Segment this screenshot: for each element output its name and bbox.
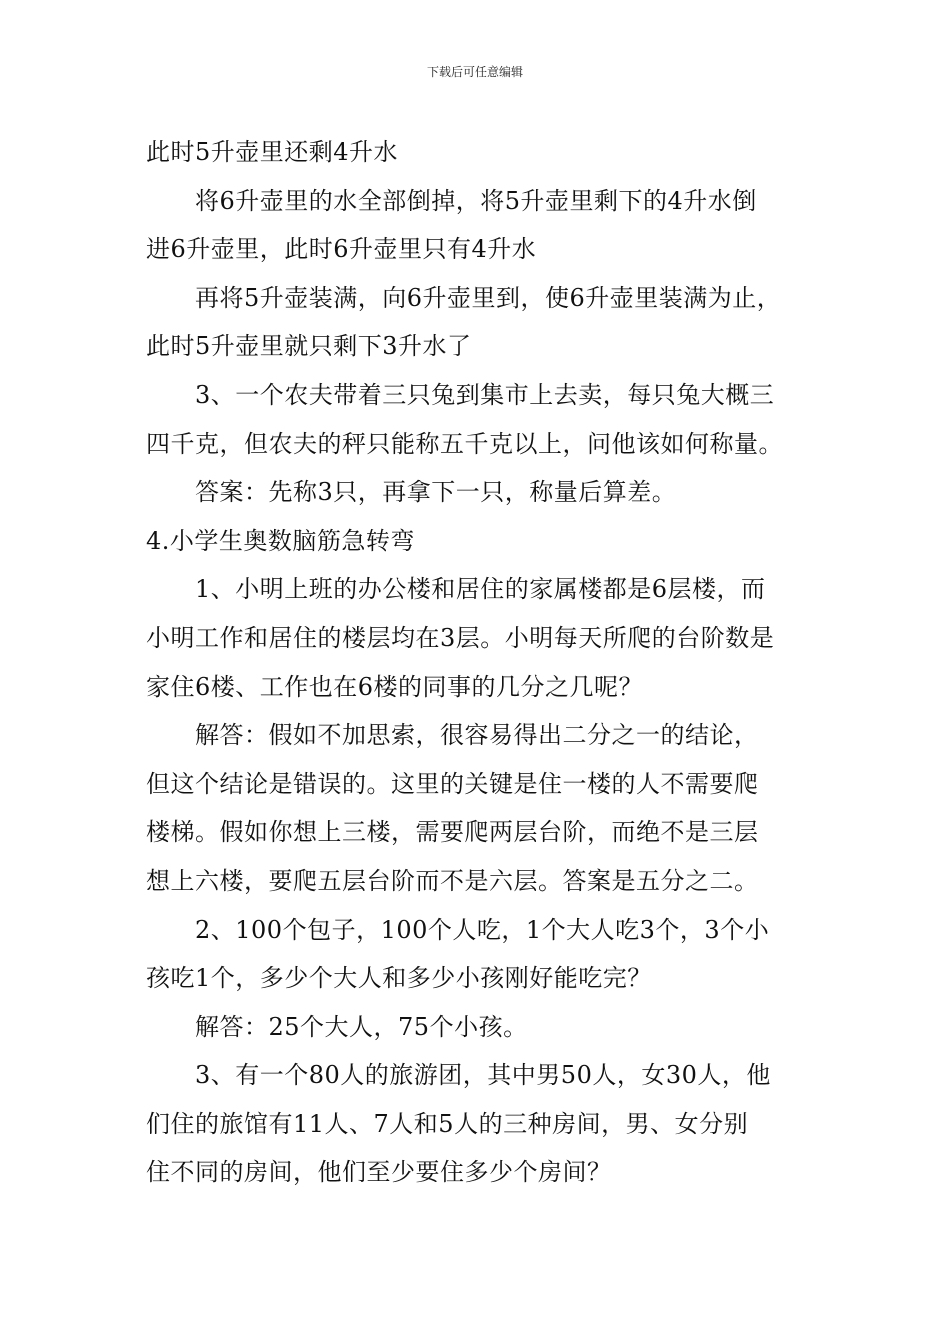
text-line: 家住6楼、工作也在6楼的同事的几分之几呢？ — [146, 672, 644, 701]
answer-line: 解答：假如不加思索，很容易得出二分之一的结论， — [195, 721, 759, 750]
section-heading: 4.小学生奥数脑筋急转弯 — [146, 526, 415, 555]
text-line: 住不同的房间，他们至少要住多少个房间？ — [146, 1158, 612, 1187]
text-line: 孩吃1个，多少个大人和多少小孩刚好能吃完？ — [146, 964, 652, 993]
page-header: 下载后可任意编辑 — [426, 65, 523, 79]
answer-line: 解答：25个大人，75个小孩。 — [195, 1012, 528, 1041]
question-line: 3、有一个80人的旅游团，其中男50人，女30人，他 — [195, 1061, 771, 1090]
text-line: 四千克，但农夫的秤只能称五千克以上，问他该如何称量。 — [146, 429, 783, 458]
question-line: 1、小明上班的办公楼和居住的家属楼都是6层楼，而 — [195, 575, 766, 604]
text-line: 再将5升壶装满，向6升壶里到，使6升壶里装满为止， — [195, 283, 782, 312]
text-line: 但这个结论是错误的。这里的关键是住一楼的人不需要爬 — [146, 769, 759, 798]
text-line: 此时5升壶里就只剩下3升水了 — [146, 332, 472, 361]
question-line: 2、100个包子，100个人吃，1个大人吃3个，3个小 — [195, 915, 770, 944]
text-line: 想上六楼，要爬五层台阶而不是六层。答案是五分之二。 — [146, 866, 759, 895]
text-line: 此时5升壶里还剩4升水 — [146, 138, 399, 166]
question-line: 3、一个农夫带着三只兔到集市上去卖，每只兔大概三 — [195, 380, 775, 409]
text-line: 小明工作和居住的楼层均在3层。小明每天所爬的台阶数是 — [146, 623, 775, 652]
text-line: 将6升壶里的水全部倒掉，将5升壶里剩下的4升水倒 — [195, 186, 757, 215]
text-line: 进6升壶里，此时6升壶里只有4升水 — [146, 235, 537, 264]
answer-line: 答案：先称3只，再拿下一只，称量后算差。 — [195, 478, 677, 507]
text-line: 楼梯。假如你想上三楼，需要爬两层台阶，而绝不是三层 — [146, 818, 759, 847]
text-line: 们住的旅馆有11人、7人和5人的三种房间，男、女分别 — [146, 1109, 749, 1138]
document-body — [146, 128, 816, 1197]
